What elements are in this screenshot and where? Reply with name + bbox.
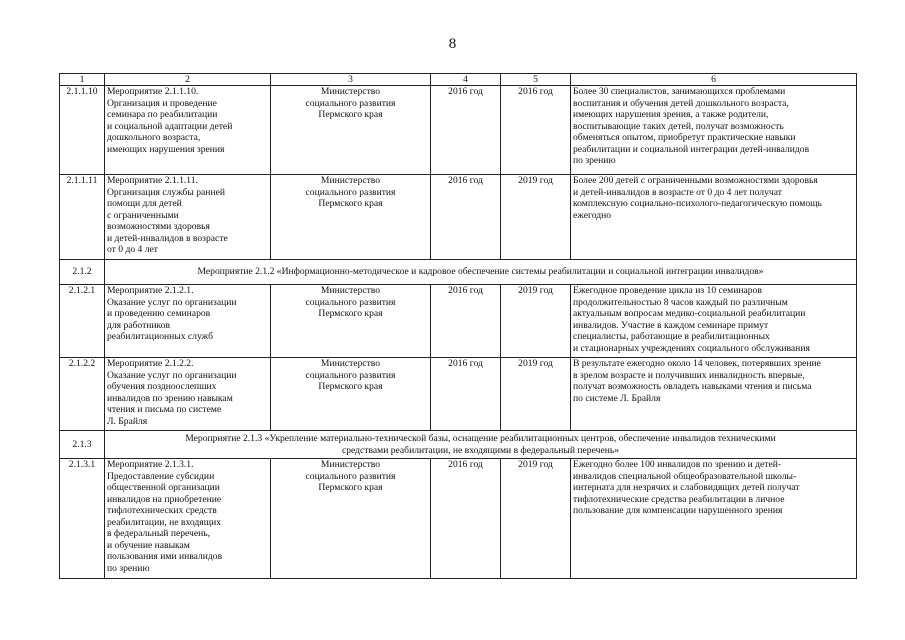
end-year: 2019 год [501, 285, 571, 358]
section-row [60, 260, 857, 285]
table-header-row [60, 74, 857, 86]
start-year: 2016 год [431, 358, 501, 431]
expected-result: Ежегодное проведение цикла из 10 семинаров продолжительностью 8 часов каждый по различным актуальным вопросам медико-социальной реабилитации инвалидов. Участие в каждом семинаре примут специалисты, работающие в реабилитационных и стационарных учреждениях социального обслуживания [571, 285, 857, 358]
header-cell: 3 [271, 74, 431, 86]
expected-result: Более 200 детей с ограниченными возможностями здоровья и детей-инвалидов в возрасте от 0 до 4 лет получат комплексную социально-психолого-педагогическую помощь ежегодно [571, 175, 857, 260]
responsible-organization: Министерство социального развития Пермского края [271, 459, 431, 579]
end-year: 2019 год [501, 175, 571, 260]
section-number: 2.1.2 [60, 260, 105, 285]
section-row [60, 431, 857, 459]
header-cell: 2 [105, 74, 271, 86]
section-number: 2.1.3 [60, 431, 105, 459]
table-row [60, 459, 857, 579]
item-number: 2.1.3.1 [60, 459, 105, 579]
header-cell: 5 [501, 74, 571, 86]
responsible-organization: Министерство социального развития Пермского края [271, 175, 431, 260]
start-year: 2016 год [431, 285, 501, 358]
responsible-organization: Министерство социального развития Пермского края [271, 358, 431, 431]
responsible-organization: Министерство социального развития Пермского края [271, 86, 431, 175]
end-year: 2019 год [501, 459, 571, 579]
start-year: 2016 год [431, 86, 501, 175]
item-number: 2.1.1.11 [60, 175, 105, 260]
expected-result: Ежегодно более 100 инвалидов по зрению и детей- инвалидов специальной общеобразовательной школы- интерната для незрячих и слабовидящих детей получат тифлотехнические средства реабилитации в личное пользование для компенсации нарушенного зрения [571, 459, 857, 579]
header-cell: 4 [431, 74, 501, 86]
table-row [60, 285, 857, 358]
item-number: 2.1.2.2 [60, 358, 105, 431]
expected-result: В результате ежегодно около 14 человек, потерявших зрение в зрелом возрасте и получивших инвалидность впервые, получат возможность овладеть навыками чтения и письма по системе Л. Брайля [571, 358, 857, 431]
table-row [60, 86, 857, 175]
end-year: 2016 год [501, 86, 571, 175]
measures-table [59, 73, 857, 579]
section-title: Мероприятие 2.1.3 «Укрепление материально-технической базы, оснащение реабилитационных центров, обеспечение инвалидов техническими средствами реабилитации, не входящими в федеральный перечень» [105, 431, 857, 459]
start-year: 2016 год [431, 175, 501, 260]
event-description: Мероприятие 2.1.2.1. Оказание услуг по организации и проведению семинаров для работников реабилитационных служб [105, 285, 271, 358]
end-year: 2019 год [501, 358, 571, 431]
event-description: Мероприятие 2.1.1.10. Организация и проведение семинара по реабилитации и социальной адаптации детей дошкольного возраста, имеющих нарушения зрения [105, 86, 271, 175]
item-number: 2.1.1.10 [60, 86, 105, 175]
start-year: 2016 год [431, 459, 501, 579]
expected-result: Более 30 специалистов, занимающихся проблемами воспитания и обучения детей дошкольного возраста, имеющих нарушения зрения, а также родители, воспитывающие таких детей, получат возможность обменяться опытом, приобретут практические навыки реабилитации и социальной интеграции детей-инвалидов по зрению [571, 86, 857, 175]
responsible-organization: Министерство социального развития Пермского края [271, 285, 431, 358]
table-row [60, 175, 857, 260]
event-description: Мероприятие 2.1.3.1. Предоставление субсидии общественной организации инвалидов на приобретение тифлотехнических средств реабилитации, не входящих в федеральный перечень, и обучение навыкам пользования ими инвалидов по зрению [105, 459, 271, 579]
header-cell: 6 [571, 74, 857, 86]
item-number: 2.1.2.1 [60, 285, 105, 358]
event-description: Мероприятие 2.1.1.11. Организация службы ранней помощи для детей с ограниченными возможностями здоровья и детей-инвалидов в возрасте от 0 до 4 лет [105, 175, 271, 260]
section-title: Мероприятие 2.1.2 «Информационно-методическое и кадровое обеспечение системы реабилитации и социальной интеграции инвалидов» [105, 260, 857, 285]
header-cell: 1 [60, 74, 105, 86]
event-description: Мероприятие 2.1.2.2. Оказание услуг по организации обучения поздноослепших инвалидов по зрению навыкам чтения и письма по системе Л. Брайля [105, 358, 271, 431]
page-number: 8 [448, 36, 457, 52]
table-row [60, 358, 857, 431]
